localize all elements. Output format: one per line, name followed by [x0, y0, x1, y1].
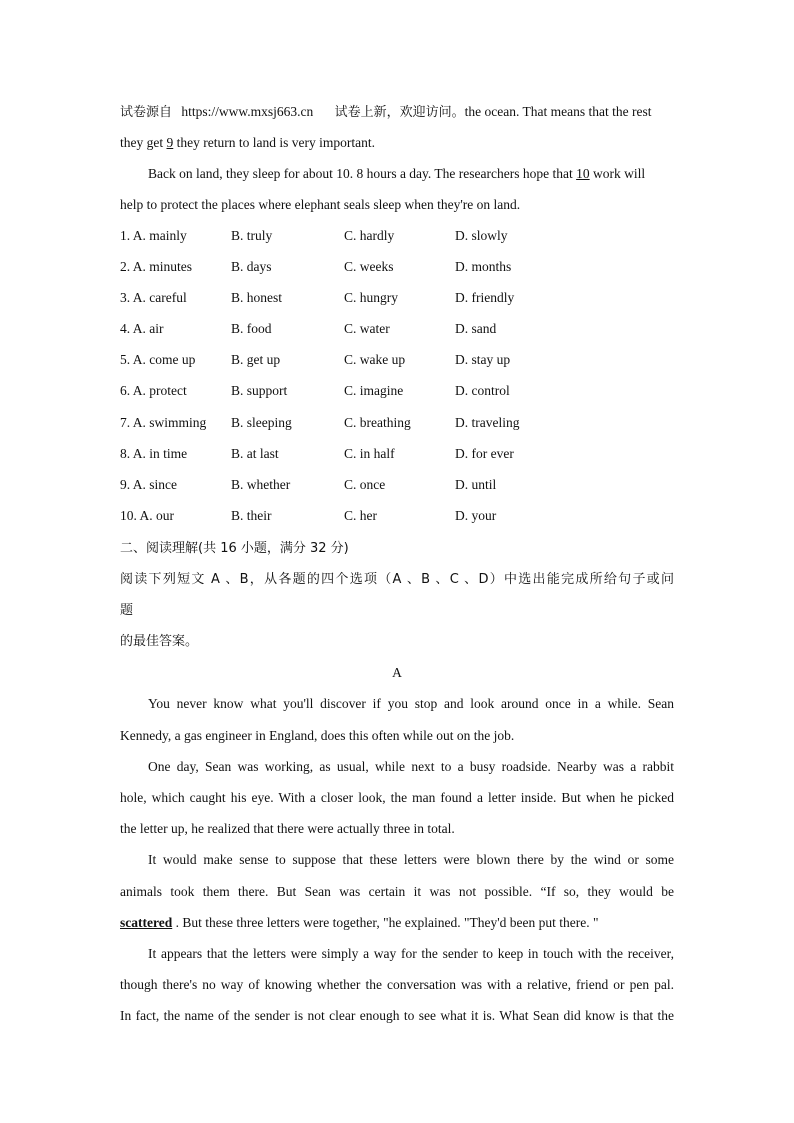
option-a: 8. A. in time: [120, 446, 188, 461]
passage-line: [120, 914, 674, 932]
option-d: D. stay up: [455, 352, 511, 367]
passage-line: help to protect the places where elephant seals sleep when they're on land.: [120, 197, 521, 212]
passage-line: though there's no way of knowing whether the conversation was with a relative, friend or pen pal.: [120, 977, 674, 992]
passage-line: the letter up, he realized that there were actually three in total.: [120, 821, 455, 836]
option-b: B. get up: [231, 352, 281, 367]
passage-line: You never know what you'll discover if you stop and look around once in a while. Sean: [148, 696, 674, 711]
option-c: C. once: [344, 477, 386, 492]
option-a: 9. A. since: [120, 477, 177, 492]
passage-line: animals took them there. But Sean was certain it was not possible. “If so, they would be: [120, 884, 674, 899]
option-c: C. wake up: [344, 352, 406, 367]
blank-10: 10: [576, 166, 590, 181]
option-c: C. weeks: [344, 259, 394, 274]
option-b: B. sleeping: [231, 415, 292, 430]
option-c: C. hardly: [344, 228, 395, 243]
section-heading: 二、阅读理解(共 16 小题，满分 32 分): [120, 541, 349, 556]
passage-text: work will: [593, 166, 646, 181]
option-c: C. imagine: [344, 383, 404, 398]
option-a: 10. A. our: [120, 508, 174, 523]
passage-line: One day, Sean was working, as usual, while next to a busy roadside. Nearby was a rabbit: [148, 759, 674, 774]
source-url[interactable]: https://www.mxsj663.cn: [181, 104, 314, 119]
option-a: 1. A. mainly: [120, 228, 187, 243]
option-b: B. food: [231, 321, 272, 336]
option-d: D. slowly: [455, 228, 508, 243]
passage-line: It appears that the letters were simply a way for the sender to keep in touch with the receiver,: [148, 946, 674, 961]
option-d: D. control: [455, 383, 510, 398]
option-d: D. friendly: [455, 290, 515, 305]
option-a: 5. A. come up: [120, 352, 196, 367]
section-instructions: 阅读下列短文 A 、B，从各题的四个选项（A 、B 、C 、D）中选出能完成所给句子或问: [120, 572, 674, 587]
option-b: B. days: [231, 259, 272, 274]
vocab-word: scattered: [120, 915, 173, 930]
passage-line: In fact, the name of the sender is not clear enough to see what it is. What Sean did know is that the: [120, 1008, 674, 1023]
option-d: D. sand: [455, 321, 497, 336]
option-a: 4. A. air: [120, 321, 164, 336]
option-a: 7. A. swimming: [120, 415, 207, 430]
site-notice: 试卷上新，欢迎访问。: [334, 105, 465, 120]
passage-text: . But these three letters were together, "he explained. "They'd been put there. ": [175, 915, 599, 930]
passage-line: [120, 134, 674, 152]
option-c: C. in half: [344, 446, 395, 461]
option-c: C. water: [344, 321, 390, 336]
passage-line: [148, 165, 674, 183]
option-b: B. truly: [231, 228, 273, 243]
option-b: B. honest: [231, 290, 283, 305]
option-b: B. their: [231, 508, 272, 523]
option-a: 3. A. careful: [120, 290, 187, 305]
option-d: D. months: [455, 259, 512, 274]
option-d: D. until: [455, 477, 497, 492]
passage-line: It would make sense to suppose that these letters were blown there by the wind or some: [148, 852, 674, 867]
option-c: C. her: [344, 508, 377, 523]
passage-line: Kennedy, a gas engineer in England, does this often while out on the job.: [120, 728, 515, 743]
option-c: C. hungry: [344, 290, 398, 305]
blank-9: 9: [166, 135, 174, 150]
passage-text: they return to land is very important.: [176, 135, 375, 150]
passage-tail-text: the ocean. That means that the rest: [464, 104, 652, 119]
section-instructions: 题: [120, 603, 134, 618]
source-prefix: 试卷源自: [120, 105, 173, 120]
passage-text: they get: [120, 135, 164, 150]
section-instructions: 的最佳答案。: [120, 634, 199, 649]
passage-label: A: [392, 665, 402, 680]
option-d: D. traveling: [455, 415, 520, 430]
option-c: C. breathing: [344, 415, 411, 430]
option-d: D. for ever: [455, 446, 514, 461]
passage-text: Back on land, they sleep for about 10. 8 hours a day. The researchers hope that: [148, 166, 573, 181]
option-b: B. whether: [231, 477, 291, 492]
passage-line: hole, which caught his eye. With a closer look, the man found a letter inside. But when he picked: [120, 790, 674, 805]
option-a: 2. A. minutes: [120, 259, 193, 274]
option-d: D. your: [455, 508, 497, 523]
option-b: B. at last: [231, 446, 279, 461]
option-a: 6. A. protect: [120, 383, 187, 398]
option-b: B. support: [231, 383, 288, 398]
header-line: [120, 103, 674, 122]
